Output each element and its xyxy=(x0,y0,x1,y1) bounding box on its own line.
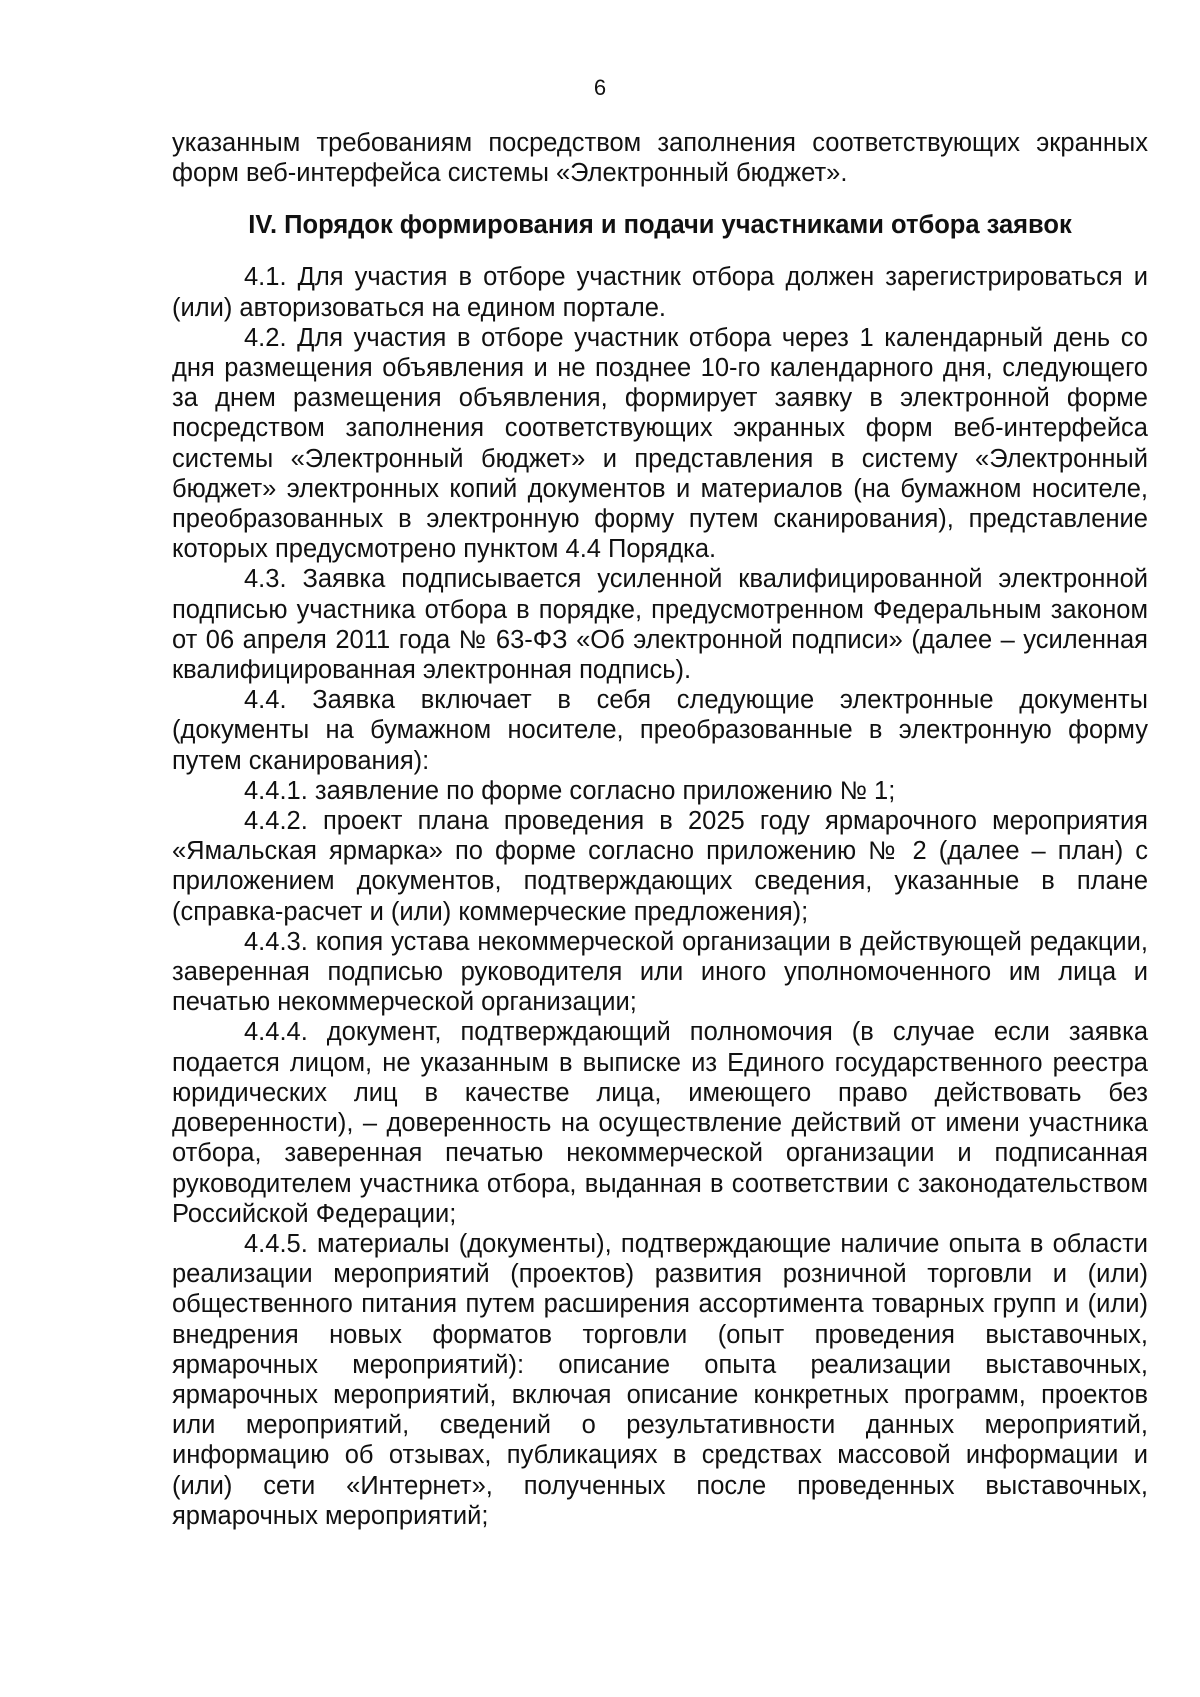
paragraph-4-4-1: 4.4.1. заявление по форме согласно приложению № 1; xyxy=(244,776,896,805)
intro-paragraph: указанным требованиям посредством заполнения соответствующих экранных форм веб-интерфейса системы «Электронный бюджет». xyxy=(172,129,1148,188)
page-number: 6 xyxy=(593,75,607,100)
paragraph-4-4-5: 4.4.5. материалы (документы), подтверждающие наличие опыта в области реализации мероприятий (проектов) развития розничной торговли и (или) общественного питания путем расширения ассортимента товарных групп и (или) внедрения новых форматов торговли (опыт проведения выставочных, ярмарочных мероприятий): описание опыта реализации выставочных, ярмарочных мероприятий, включая описание конкретных программ, проектов или мероприятий, сведений о результативности данных мероприятий, информацию об отзывах, публикациях в средствах массовой информации и (или) сети «Интернет», полученных после проведенных выставочных, ярмарочных мероприятий; xyxy=(172,1229,1148,1530)
paragraph-4-4: 4.4. Заявка включает в себя следующие электронные документы (документы на бумажном носителе, преобразованные в электронную форму путем сканирования): xyxy=(172,686,1148,775)
paragraph-4-4-4: 4.4.4. документ, подтверждающий полномочия (в случае если заявка подается лицом, не указанным в выписке из Единого государственного реестра юридических лиц в качестве лица, имеющего право действовать без доверенности), – доверенность на осуществление действий от имени участника отбора, заверенная печатью некоммерческой организации и подписанная руководителем участника отбора, выданная в соответствии с законодательством Российской Федерации; xyxy=(172,1018,1148,1228)
paragraph-4-1: 4.1. Для участия в отборе участник отбора должен зарегистрироваться и (или) авторизоваться на едином портале. xyxy=(172,263,1148,322)
paragraph-4-4-3: 4.4.3. копия устава некоммерческой организации в действующей редакции, заверенная подписью руководителя или иного уполномоченного им лица и печатью некоммерческой организации; xyxy=(172,927,1148,1017)
paragraph-4-2: 4.2. Для участия в отборе участник отбора через 1 календарный день со дня размещения объявления и не позднее 10-го календарного дня, следующего за днем размещения объявления, формирует заявку в электронной форме посредством заполнения соответствующих экранных форм веб-интерфейса системы «Электронный бюджет» и представления в систему «Электронный бюджет» электронных копий документов и материалов (на бумажном носителе, преобразованных в электронную форму путем сканирования), представление которых предусмотрено пунктом 4.4 Порядка. xyxy=(172,323,1148,564)
paragraph-4-4-2: 4.4.2. проект плана проведения в 2025 году ярмарочного мероприятия «Ямальская ярмарка» по форме согласно приложению № 2 (далее – план) с приложением документов, подтверждающих сведения, указанные в плане (справка-расчет и (или) коммерческие предложения); xyxy=(172,807,1148,926)
document-body xyxy=(172,128,1148,1531)
paragraph-4-3: 4.3. Заявка подписывается усиленной квалифицированной электронной подписью участника отбора в порядке, предусмотренном Федеральным законом от 06 апреля 2011 года № 63-ФЗ «Об электронной подписи» (далее – усиленная квалифицированная электронная подпись). xyxy=(172,565,1148,685)
section-title: IV. Порядок формирования и подачи участниками отбора заявок xyxy=(248,211,1072,240)
